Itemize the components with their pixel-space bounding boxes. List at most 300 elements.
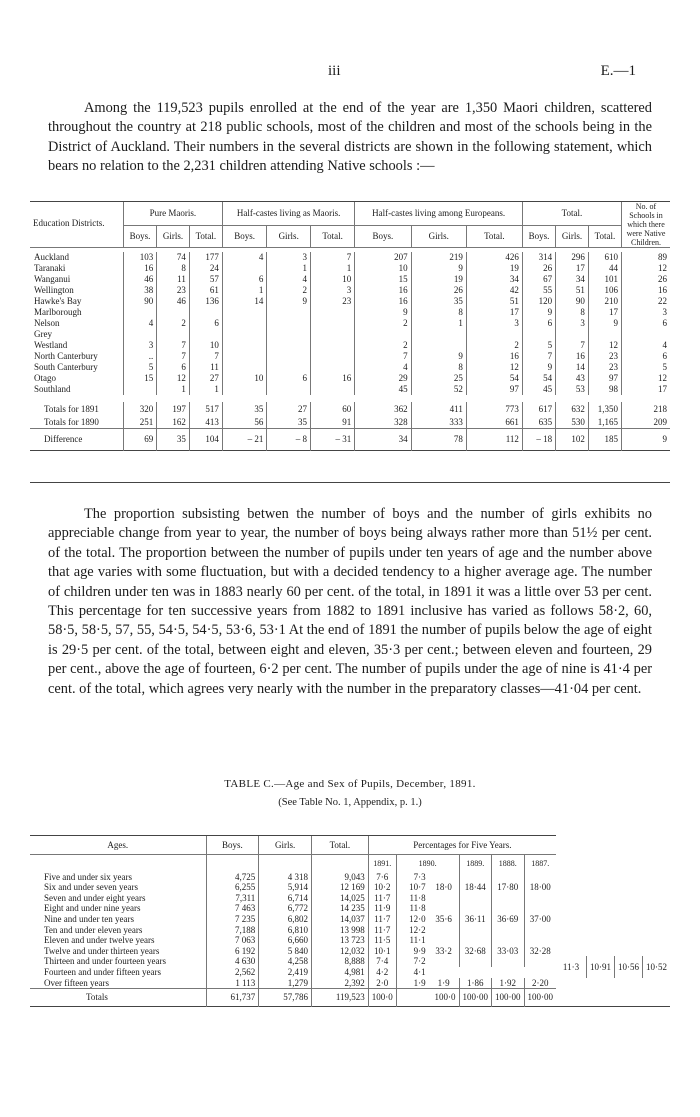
cell-value: 15 — [123, 373, 156, 384]
cell-value: 4 — [267, 274, 311, 285]
year-label: 1891. — [368, 855, 396, 872]
group-pct-1890: 35·6 — [435, 913, 452, 924]
subheader: Girls. — [556, 226, 589, 248]
cell-value: 426 — [466, 252, 522, 263]
cell-value — [222, 318, 266, 329]
table-row — [30, 402, 670, 415]
subheader: Total. — [189, 226, 222, 248]
cell-value: 219 — [411, 252, 466, 263]
cell-value: .. — [123, 351, 156, 362]
table-row — [30, 935, 670, 946]
table-row — [30, 882, 670, 893]
totals-pct-1890: 100·0 — [396, 989, 459, 1007]
group-pct-1889: 36·11 — [459, 903, 492, 935]
cell-value: 22 — [622, 296, 671, 307]
cell-value: 51 — [466, 296, 522, 307]
cell-value: 2 — [355, 340, 411, 351]
group-pct-1887: 32·28 — [524, 935, 556, 967]
boys-value: 7,311 — [206, 893, 259, 904]
group-pct-1890: 18·0 — [435, 882, 452, 893]
table-row — [30, 925, 670, 936]
boys-value: 4,725 — [206, 872, 259, 883]
pct-1890: 7·3 — [396, 872, 428, 883]
cell-value — [522, 329, 555, 340]
district-name: Nelson — [34, 318, 60, 328]
cell-value: 1 — [311, 263, 355, 274]
cell-value: 45 — [355, 384, 411, 395]
cell-value: 91 — [311, 415, 355, 429]
cell-value — [222, 329, 266, 340]
age-label: Thirteen and under fourteen years — [44, 956, 166, 967]
cell-value: 43 — [556, 373, 589, 384]
cell-value: 15 — [355, 274, 411, 285]
cell-value: 411 — [411, 402, 466, 415]
table-subcaption: (See Table No. 1, Appendix, p. 1.) — [278, 797, 422, 808]
totals-label: Totals — [30, 989, 206, 1007]
group-pct-1887: 2·20 — [524, 978, 556, 989]
cell-value: 136 — [189, 296, 222, 307]
age-label: Twelve and under thirteen years — [44, 945, 160, 956]
table-row — [30, 914, 670, 925]
cell-value: 19 — [411, 274, 466, 285]
cell-value: 23 — [588, 351, 621, 362]
group-header: Half-castes living among Europeans. — [355, 202, 523, 226]
cell-value: 2 — [267, 285, 311, 296]
cell-value: 35 — [267, 415, 311, 429]
cell-value — [267, 340, 311, 351]
cell-value: 16 — [466, 351, 522, 362]
girls-value: 1,279 — [259, 978, 312, 989]
age-label: Ten and under eleven years — [44, 924, 143, 935]
col-education-districts: Education Districts. — [30, 202, 123, 248]
group-header: Half-castes living as Maoris. — [222, 202, 354, 226]
cell-value: 2 — [355, 318, 411, 329]
table-caption: TABLE C.—Age and Sex of Pupils, December, 1891. — [224, 778, 476, 790]
year-label: 1887. — [524, 855, 556, 872]
cell-value: 74 — [157, 252, 190, 263]
total-value: 13 998 — [312, 925, 369, 936]
cell-value: 112 — [466, 429, 522, 451]
cell-value: 5 — [123, 362, 156, 373]
cell-value: 6 — [622, 351, 671, 362]
cell-value: – 18 — [522, 429, 555, 451]
cell-value — [466, 329, 522, 340]
cell-value: 9 — [355, 307, 411, 318]
cell-value: 362 — [355, 402, 411, 415]
cell-value: 89 — [622, 252, 671, 263]
cell-value: 106 — [588, 285, 621, 296]
pct-1891: 11·7 — [368, 893, 396, 904]
age-label: Over fifteen years — [44, 977, 109, 988]
total-value: 12 169 — [312, 882, 369, 893]
cell-value: 12 — [157, 373, 190, 384]
cell-value: 60 — [311, 402, 355, 415]
subheader: Girls. — [411, 226, 466, 248]
blank-cell — [30, 855, 206, 872]
cell-value: 162 — [157, 415, 190, 429]
pct-1891: 7·6 — [368, 872, 396, 883]
table-row — [30, 329, 670, 340]
col-percentages: Percentages for Five Years. — [368, 836, 556, 855]
year-label: 1889. — [459, 855, 492, 872]
cell-value: 16 — [123, 263, 156, 274]
pct-1890: 12·2 — [396, 925, 428, 936]
cell-value: 218 — [622, 402, 671, 415]
cell-value: 17 — [588, 307, 621, 318]
cell-value: 207 — [355, 252, 411, 263]
cell-value — [311, 340, 355, 351]
table-row — [30, 415, 670, 429]
cell-value — [311, 307, 355, 318]
cell-value: 610 — [588, 252, 621, 263]
cell-value: 90 — [123, 296, 156, 307]
cell-value: 1,350 — [588, 402, 621, 415]
cell-value: 7 — [556, 340, 589, 351]
group-pct-1889: 10·91 — [587, 956, 615, 977]
total-value: 14 235 — [312, 903, 369, 914]
subheader: Girls. — [267, 226, 311, 248]
cell-value: 9 — [522, 362, 555, 373]
year-label: 1890. — [396, 855, 459, 872]
cell-value: 24 — [189, 263, 222, 274]
cell-value: 10 — [222, 373, 266, 384]
age-label: Five and under six years — [44, 871, 132, 882]
girls-value: 5 840 — [259, 946, 312, 957]
group-pct-1887: 10·52 — [643, 956, 671, 977]
table-row — [30, 318, 670, 329]
cell-value — [267, 351, 311, 362]
boys-value: 6 192 — [206, 946, 259, 957]
cell-value — [189, 329, 222, 340]
cell-value: 34 — [466, 274, 522, 285]
col-total: Total. — [312, 836, 369, 855]
district-name: Difference — [30, 429, 123, 451]
pct-1891: 7·4 — [368, 956, 396, 967]
cell-value: 6 — [267, 373, 311, 384]
cell-value — [267, 329, 311, 340]
cell-value: 314 — [522, 252, 555, 263]
cell-value: 12 — [622, 373, 671, 384]
cell-value — [189, 307, 222, 318]
col-ages: Ages. — [30, 836, 206, 855]
cell-value: 11 — [157, 274, 190, 285]
cell-value — [222, 384, 266, 395]
total-value: 14,025 — [312, 893, 369, 904]
cell-value: 1,165 — [588, 415, 621, 429]
cell-value: 8 — [556, 307, 589, 318]
cell-value: 12 — [622, 263, 671, 274]
group-header: Total. — [522, 202, 621, 226]
total-value: 14,037 — [312, 914, 369, 925]
cell-value: 6 — [157, 362, 190, 373]
group-pct-1889: 1·86 — [459, 978, 492, 989]
cell-value: 42 — [466, 285, 522, 296]
district-name: Wellington — [34, 285, 74, 295]
age-label: Eleven and under twelve years — [44, 935, 155, 946]
pct-1890: 11·8 — [396, 903, 428, 914]
group-pct-1887: 37·00 — [524, 903, 556, 935]
cell-value: 9 — [588, 318, 621, 329]
cell-value: 26 — [622, 274, 671, 285]
cell-value: 328 — [355, 415, 411, 429]
table-row — [30, 978, 670, 989]
totals-pct-1891: 100·0 — [368, 989, 396, 1007]
cell-value: 38 — [123, 285, 156, 296]
pct-1890: 4·1 — [396, 967, 428, 978]
age-label: Fourteen and under fifteen years — [44, 966, 161, 977]
cell-value: 14 — [556, 362, 589, 373]
cell-value: 56 — [222, 415, 266, 429]
cell-value: 29 — [355, 373, 411, 384]
district-name: South Canterbury — [34, 362, 98, 372]
cell-value: 2 — [466, 340, 522, 351]
cell-value: 6 — [189, 318, 222, 329]
cell-value — [311, 362, 355, 373]
total-value: 2,392 — [312, 978, 369, 989]
district-name: Otago — [34, 373, 56, 383]
group-pct-1890: 1·9 — [437, 977, 450, 988]
district-name: North Canterbury — [34, 351, 98, 361]
age-label: Six and under seven years — [44, 882, 138, 893]
girls-value: 4,258 — [259, 956, 312, 967]
cell-value — [411, 329, 466, 340]
pct-1891: 11·7 — [368, 914, 396, 925]
subheader: Total. — [466, 226, 522, 248]
cell-value: 2 — [157, 318, 190, 329]
group-pct-1890: 33·2 — [435, 945, 452, 956]
cell-value: 61 — [189, 285, 222, 296]
age-label: Seven and under eight years — [44, 892, 146, 903]
cell-value: 7 — [311, 252, 355, 263]
cell-value: 12 — [588, 340, 621, 351]
cell-value: 10 — [311, 274, 355, 285]
cell-value: 296 — [556, 252, 589, 263]
cell-value — [157, 307, 190, 318]
group-pct-1888: 1·92 — [492, 978, 525, 989]
cell-value: 25 — [411, 373, 466, 384]
subheader: Boys. — [522, 226, 555, 248]
table-row — [30, 429, 670, 451]
cell-value: 4 — [355, 362, 411, 373]
cell-value: 16 — [355, 296, 411, 307]
cell-value: 5 — [622, 362, 671, 373]
subheader: Boys. — [222, 226, 266, 248]
subheader: Boys. — [123, 226, 156, 248]
total-value: 8,888 — [312, 956, 369, 967]
boys-value: 7,188 — [206, 925, 259, 936]
pct-1891: 10·2 — [368, 882, 396, 893]
cell-value — [123, 329, 156, 340]
cell-value: 23 — [588, 362, 621, 373]
table-row — [30, 263, 670, 274]
cell-value: 4 — [123, 318, 156, 329]
cell-value: 46 — [123, 274, 156, 285]
cell-value: 10 — [189, 340, 222, 351]
subheader: Total. — [588, 226, 621, 248]
cell-value: 3 — [556, 318, 589, 329]
table-row — [30, 373, 670, 384]
cell-value: 635 — [522, 415, 555, 429]
cell-value — [311, 351, 355, 362]
cell-value: 1 — [157, 384, 190, 395]
paragraph-intro: Among the 119,523 pupils enrolled at the end of the year are 1,350 Maori children, scattered throughout the country at 218 public schools, most of the children and most of the schools being in the District of Auckland. Their numbers in the several districts are shown in the following statement, which bears no relation to the 2,231 children attending Native schools :— — [48, 100, 652, 175]
cell-value: 8 — [157, 263, 190, 274]
boys-value: 7 235 — [206, 914, 259, 925]
cell-value: 320 — [123, 402, 156, 415]
boys-value: 6,255 — [206, 882, 259, 893]
subheader: Girls. — [157, 226, 190, 248]
cell-value: 617 — [522, 402, 555, 415]
district-name: Grey — [34, 329, 52, 339]
table-row — [30, 252, 670, 263]
cell-value: 6 — [222, 274, 266, 285]
cell-value — [123, 307, 156, 318]
cell-value: 45 — [522, 384, 555, 395]
table-row — [30, 296, 670, 307]
cell-value: 57 — [189, 274, 222, 285]
cell-value: 1 — [411, 318, 466, 329]
cell-value: 54 — [522, 373, 555, 384]
table-row — [30, 285, 670, 296]
table-row — [30, 956, 670, 967]
document-id: E.—1 — [600, 63, 636, 79]
totals-girls: 57,786 — [259, 989, 312, 1007]
cell-value — [267, 362, 311, 373]
total-value: 4,981 — [312, 967, 369, 978]
age-label: Eight and under nine years — [44, 903, 141, 914]
cell-value — [222, 362, 266, 373]
col-boys: Boys. — [206, 836, 259, 855]
pct-1891: 11·7 — [368, 925, 396, 936]
cell-value: 251 — [123, 415, 156, 429]
cell-value — [588, 329, 621, 340]
girls-value: 2,419 — [259, 967, 312, 978]
cell-value: 9 — [267, 296, 311, 307]
boys-value: 4 630 — [206, 956, 259, 967]
cell-value: – 21 — [222, 429, 266, 451]
years-row — [30, 855, 670, 872]
group-pct-1887: 18·00 — [524, 872, 556, 904]
subheader: Total. — [311, 226, 355, 248]
girls-value: 5,914 — [259, 882, 312, 893]
cell-value: 773 — [466, 402, 522, 415]
girls-value: 6,660 — [259, 935, 312, 946]
col-schools: No. of Schools in which there were Native Children. — [622, 202, 671, 248]
cell-value: 1 — [189, 384, 222, 395]
cell-value — [267, 307, 311, 318]
cell-value: 9 — [411, 351, 466, 362]
cell-value — [123, 384, 156, 395]
cell-value — [622, 329, 671, 340]
cell-value — [157, 329, 190, 340]
district-name: Westland — [34, 340, 68, 350]
pct-1890: 11·8 — [396, 893, 428, 904]
table-row — [30, 340, 670, 351]
table-row — [30, 893, 670, 904]
cell-value: 7 — [522, 351, 555, 362]
cell-value — [355, 329, 411, 340]
cell-value — [556, 329, 589, 340]
table-row — [30, 362, 670, 373]
cell-value: 103 — [123, 252, 156, 263]
cell-value — [222, 351, 266, 362]
total-value: 12,032 — [312, 946, 369, 957]
group-pct-1888: 17·80 — [492, 872, 525, 904]
cell-value: 34 — [355, 429, 411, 451]
blank-cell — [259, 855, 312, 872]
cell-value: 7 — [355, 351, 411, 362]
pct-1891: 4·2 — [368, 967, 396, 978]
cell-value: 413 — [189, 415, 222, 429]
cell-value — [311, 384, 355, 395]
cell-value: 4 — [622, 340, 671, 351]
group-pct-1890: 11·3 — [562, 961, 580, 972]
district-name: Taranaki — [34, 263, 66, 273]
boys-value: 1 113 — [206, 978, 259, 989]
table-row — [30, 872, 670, 883]
cell-value: 46 — [157, 296, 190, 307]
cell-value: 23 — [157, 285, 190, 296]
cell-value: 7 — [189, 351, 222, 362]
cell-value: 9 — [622, 429, 671, 451]
district-name: Totals for 1891 — [44, 404, 99, 414]
cell-value: 52 — [411, 384, 466, 395]
cell-value: 35 — [411, 296, 466, 307]
cell-value — [267, 384, 311, 395]
cell-value — [222, 263, 266, 274]
boys-value: 7 063 — [206, 935, 259, 946]
blank-cell — [206, 855, 259, 872]
cell-value: 185 — [588, 429, 621, 451]
girls-value: 4 318 — [259, 872, 312, 883]
totals-row — [30, 989, 670, 1007]
district-name: Auckland — [34, 252, 69, 262]
cell-value: 67 — [522, 274, 555, 285]
cell-value: 517 — [189, 402, 222, 415]
girls-value: 6,714 — [259, 893, 312, 904]
cell-value: 1 — [222, 285, 266, 296]
cell-value: 3 — [311, 285, 355, 296]
group-pct-1889: 18·44 — [459, 872, 492, 904]
age-sex-table — [30, 835, 670, 1007]
cell-value — [267, 318, 311, 329]
cell-value: 7 — [157, 340, 190, 351]
cell-value: 16 — [622, 285, 671, 296]
cell-value: 27 — [267, 402, 311, 415]
cell-value: 35 — [157, 429, 190, 451]
cell-value: 530 — [556, 415, 589, 429]
year-label: 1888. — [492, 855, 525, 872]
cell-value: 177 — [189, 252, 222, 263]
boys-value: 2,562 — [206, 967, 259, 978]
cell-value: 23 — [311, 296, 355, 307]
blank-cell — [312, 855, 369, 872]
cell-value: 11 — [189, 362, 222, 373]
cell-value: 54 — [466, 373, 522, 384]
pct-1890: 7·2 — [396, 956, 428, 967]
cell-value: 5 — [522, 340, 555, 351]
cell-value: 17 — [622, 384, 671, 395]
group-header: Pure Maoris. — [123, 202, 222, 226]
district-name: Marlborough — [34, 307, 82, 317]
cell-value: 51 — [556, 285, 589, 296]
pct-1891: 11·9 — [368, 903, 396, 914]
cell-value: 3 — [123, 340, 156, 351]
col-girls: Girls. — [259, 836, 312, 855]
cell-value — [311, 318, 355, 329]
cell-value: 97 — [466, 384, 522, 395]
district-name: Wanganui — [34, 274, 71, 284]
